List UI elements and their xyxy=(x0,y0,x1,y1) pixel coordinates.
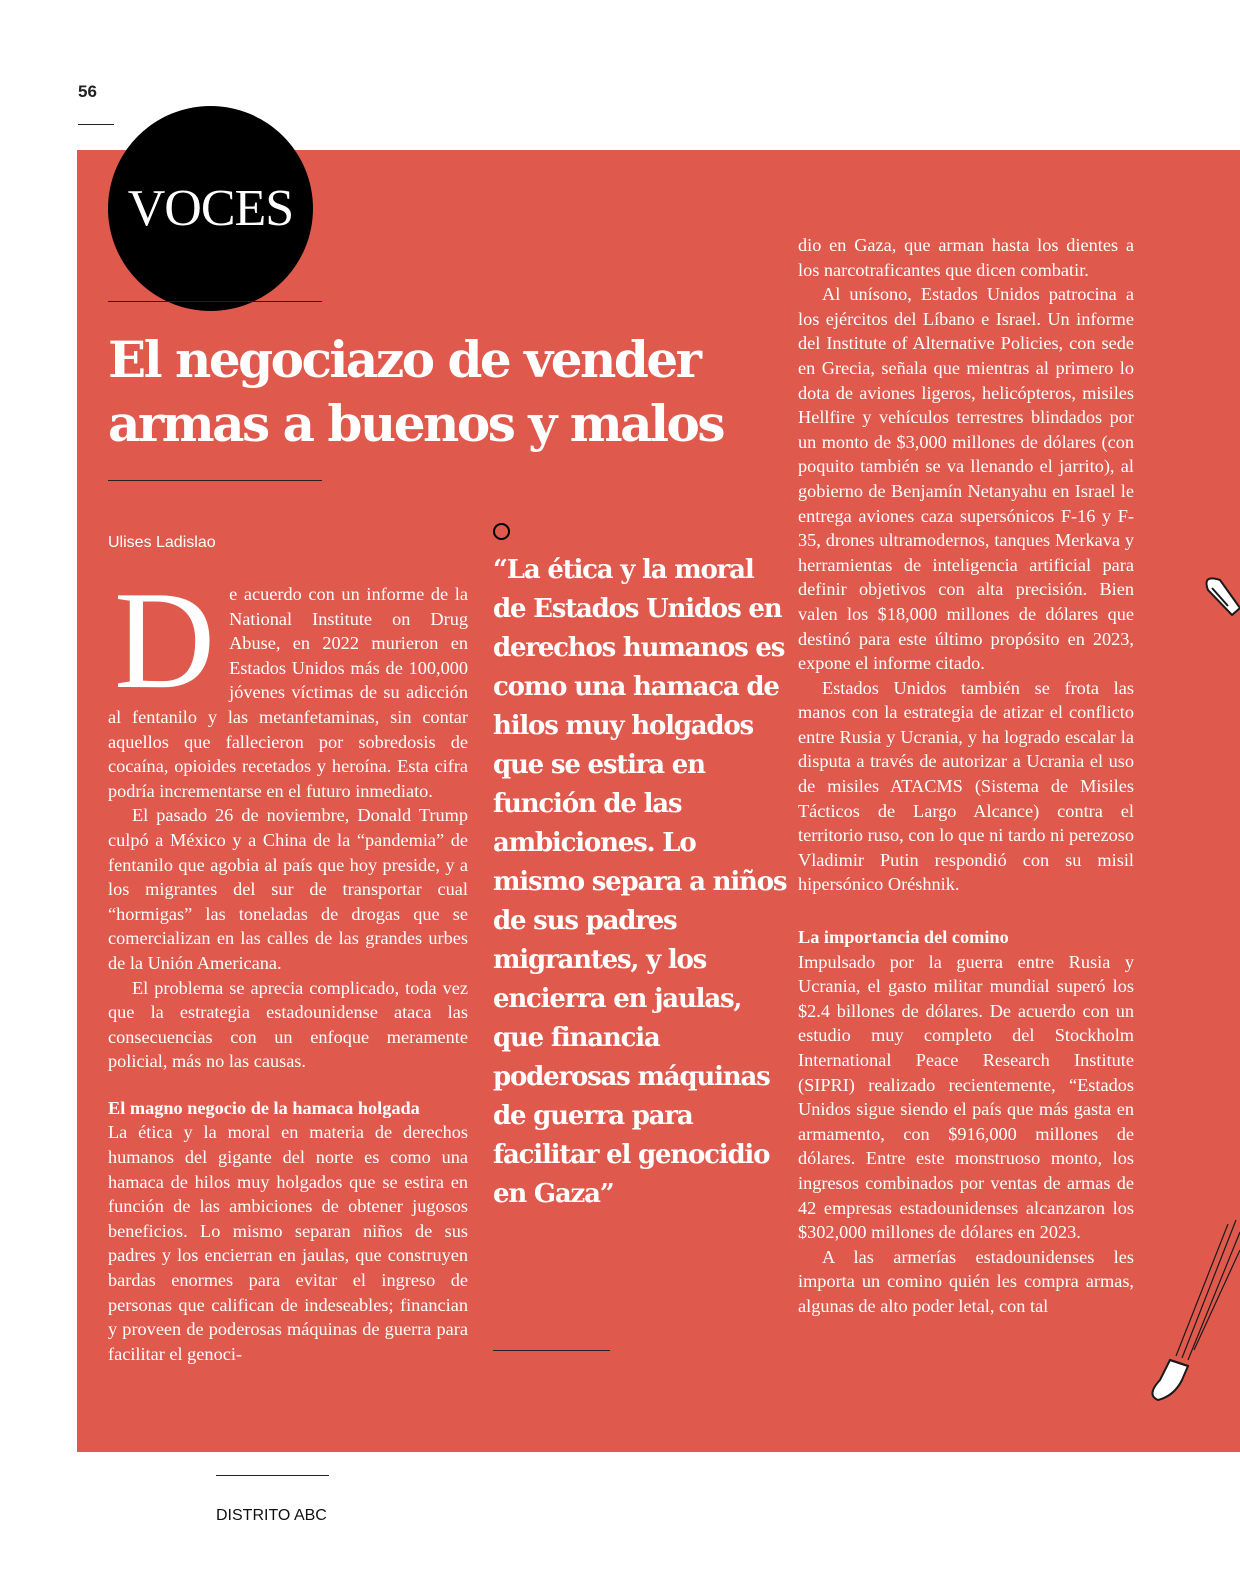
lead-paragraph: e acuerdo con un informe de la National Institute on Drug Abuse, en 2022 murieron en Estados Unidos más de 100,000 jóvenes víctimas de su adicción al fentanilo y las metanfetaminas, sin contar aquellos que fallecieron por sobredosis de cocaína, opioides recetados y heroína. Esta cifra podría incrementarse en el futuro inmediato. xyxy=(108,584,468,801)
subheading: La importancia del comino xyxy=(798,927,1009,948)
body-paragraph: La ética y la moral en materia de derechos humanos del gigante del norte es como una hamaca de hilos muy holgados que se estira en función de las ambiciones de obtener jugosos beneficios. Lo mismo separan niños de sus padres y los encierran en jaulas, que construyen bardas enormes para evitar el ingreso de personas que califican de indeseables; financian y proveen de poderosas máquinas de guerra para facilitar el genoci- xyxy=(108,1122,468,1364)
pull-quote-marker-icon xyxy=(493,523,510,540)
footer-rule xyxy=(216,1475,329,1476)
publication-name: DISTRITO ABC xyxy=(216,1507,327,1524)
right-column xyxy=(798,233,1134,1319)
headline: El negociazo de vender armas a buenos y malos xyxy=(108,330,724,453)
page-number: 56 xyxy=(78,82,97,101)
body-paragraph: Estados Unidos también se frota las manos con la estrategia de atizar el conflicto entre Rusia y Ucrania, y ha logrado escalar la disputa a través de autorizar a Ucrania el uso de misiles ATACMS (Sistema de Misiles Tácticos de Largo Alcance) contra el territorio ruso, con lo que ni tardo ni perezoso Vladimir Putin respondió con su misil hipersónico Oréshnik. xyxy=(798,677,1134,895)
body-paragraph: dio en Gaza, que arman hasta los dientes a los narcotraficantes que dicen combatir. xyxy=(798,235,1134,280)
body-paragraph: El pasado 26 de noviembre, Donald Trump culpó a México y a China de la “pandemia” de fentanilo que agobia al país que hoy preside, y a los migrantes del sur de transportar cual “hormigas” las toneladas de drogas que se comercializan en las calles de las grandes urbes de la Unión Americana. xyxy=(108,805,468,973)
byline: Ulises Ladislao xyxy=(108,534,216,551)
headline-bottom-rule xyxy=(108,480,322,481)
drop-cap: D xyxy=(114,563,216,718)
bullet-illustration-icon xyxy=(1140,560,1240,1420)
body-paragraph: Al unísono, Estados Unidos patrocina a los ejércitos del Líbano e Israel. Un informe del Institute of Alternative Policies, con sede en Grecia, señala que mientras al primero lo dota de aviones ligeros, helicópteros, misiles Hellfire y vehículos terrestres blindados por un monto de $3,000 millones de dólares (con poquito también se va llenando el jarrito), al gobierno de Benjamín Netanyahu en Israel le entrega aviones caza supersónicos F-16 y F-35, drones ultramodernos, tanques Merkava y herramientas de inteligencia artificial para definir objetivos con alta precisión. Bien valen los $18,000 millones de dólares que destinó para este último propósito en 2023, expone el informe citado. xyxy=(798,284,1134,674)
body-paragraph: Impulsado por la guerra entre Rusia y Ucrania, el gasto militar mundial superó los $2.4 billones de dólares. De acuerdo con un estudio muy completo del Stockholm International Peace Research Institute (SIPRI) realizado recientemente, “Estados Unidos sigue siendo el país que más gasta en armamento, con $916,000 millones de dólares. Entre este monstruoso monto, los ingresos combinados por ventas de armas de 42 empresas estadounidenses alcanzaron los $302,000 millones de dólares en 2023. xyxy=(798,951,1134,1243)
body-paragraph: El problema se aprecia complicado, toda vez que la estrategia estadounidense ataca las consecuencias con un enfoque meramente policial, más no las causas. xyxy=(108,977,468,1072)
page-number-rule xyxy=(78,124,114,125)
headline-top-rule xyxy=(108,301,322,302)
subheading: El magno negocio de la hamaca holgada xyxy=(108,1097,420,1118)
pull-quote-rule xyxy=(493,1350,610,1351)
section-badge: VOCES xyxy=(108,106,313,311)
left-column xyxy=(108,563,468,1366)
body-paragraph: A las armerías estadounidenses les importa un comino quién les compra armas, algunas de alto poder letal, con tal xyxy=(798,1246,1134,1316)
pull-quote: “La ética y la moral de Estados Unidos en derechos humanos es como una hamaca de hilos muy holgados que se estira en función de las ambiciones. Lo mismo separa a niños de sus padres migrantes, y los encierra en jaulas, que financia poderosas máquinas de guerra para facilitar el genocidio en Gaza” xyxy=(493,555,787,1209)
